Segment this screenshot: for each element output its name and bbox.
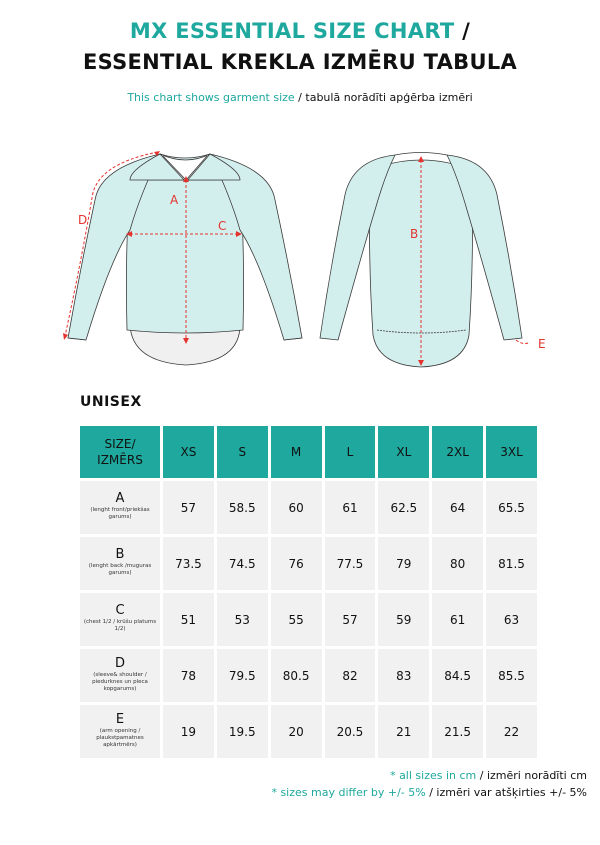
table-cell: 74.5 — [217, 537, 268, 590]
header-l: L — [325, 426, 376, 478]
table-cell: 65.5 — [486, 481, 537, 534]
row-desc: (chest 1/2 / krūšu platums 1/2) — [83, 619, 157, 632]
table-row — [80, 481, 537, 534]
table-cell: 79 — [378, 537, 429, 590]
label-c: C — [218, 219, 227, 233]
table-cell: 58.5 — [217, 481, 268, 534]
row-letter: D — [114, 655, 125, 671]
shirt-front — [68, 154, 302, 365]
garment-diagram — [0, 140, 600, 380]
table-cell: 73.5 — [163, 537, 214, 590]
header-m: M — [271, 426, 322, 478]
table-cell: 79.5 — [217, 649, 268, 702]
row-letter: A — [115, 491, 125, 506]
note-star: * — [271, 786, 281, 799]
table-row — [80, 649, 537, 702]
shirt-back — [320, 153, 522, 368]
table-cell: 59 — [378, 593, 429, 646]
table-cell: 20.5 — [325, 705, 376, 758]
row-head-e — [80, 705, 160, 758]
row-head-c — [80, 593, 160, 646]
table-cell: 60 — [271, 481, 322, 534]
table-cell: 21 — [378, 705, 429, 758]
table-cell: 55 — [271, 593, 322, 646]
label-a: A — [170, 193, 179, 207]
header-xl: XL — [378, 426, 429, 478]
table-cell: 84.5 — [432, 649, 483, 702]
row-desc: (lenght back /muguras garums) — [88, 563, 152, 576]
table-cell: 19.5 — [217, 705, 268, 758]
header-xs: XS — [163, 426, 214, 478]
note-tolerance — [271, 784, 587, 801]
row-letter: E — [115, 711, 125, 727]
row-head-a — [80, 481, 160, 534]
page-title-line1 — [0, 18, 600, 44]
table-cell: 61 — [432, 593, 483, 646]
table-cell: 64 — [432, 481, 483, 534]
row-desc: (arm opening / plaukstpamatnes apkārtmērs) — [96, 727, 144, 748]
table-cell: 77.5 — [325, 537, 376, 590]
note-units — [271, 767, 587, 784]
table-cell: 80.5 — [271, 649, 322, 702]
table-cell: 78 — [163, 649, 214, 702]
table-cell: 57 — [163, 481, 214, 534]
table-cell: 61 — [325, 481, 376, 534]
row-head-d — [80, 649, 160, 702]
row-letter: B — [115, 547, 125, 562]
table-cell: 76 — [271, 537, 322, 590]
row-letter: C — [115, 603, 125, 618]
note-units-lv: / izmēri norādīti cm — [476, 769, 587, 782]
label-b: B — [410, 227, 419, 241]
table-cell: 51 — [163, 593, 214, 646]
note-tolerance-lv: / izmēri var atšķirties +/- 5% — [425, 786, 587, 799]
table-cell: 85.5 — [486, 649, 537, 702]
section-label: UNISEX — [80, 394, 142, 410]
table-row — [80, 537, 537, 590]
note-units-en: all sizes in cm — [399, 769, 477, 782]
title-teal: MX ESSENTIAL SIZE CHART — [129, 19, 455, 43]
table-cell: 81.5 — [486, 537, 537, 590]
subtitle — [0, 91, 600, 105]
page-title-line2: ESSENTIAL KREKLA IZMĒRU TABULA — [82, 50, 518, 74]
table-cell: 57 — [325, 593, 376, 646]
row-desc: (sleeve& shoulder / piedurknes un pleca kopgarums) — [92, 671, 148, 692]
table-cell: 53 — [217, 593, 268, 646]
title-separator: / — [454, 19, 471, 43]
header-3xl: 3XL — [486, 426, 537, 478]
label-e: E — [538, 337, 546, 351]
row-desc: (lenght front/priekšas garums) — [90, 507, 150, 520]
note-star: * — [390, 769, 400, 782]
header-size — [80, 426, 160, 478]
table-cell: 20 — [271, 705, 322, 758]
header-size-lv: IZMĒRS — [97, 453, 143, 467]
table-cell: 21.5 — [432, 705, 483, 758]
size-table — [77, 423, 540, 761]
table-cell: 82 — [325, 649, 376, 702]
table-row — [80, 593, 537, 646]
table-cell: 63 — [486, 593, 537, 646]
label-d: D — [78, 213, 88, 227]
header-2xl: 2XL — [432, 426, 483, 478]
table-cell: 62.5 — [378, 481, 429, 534]
subtitle-en: This chart shows garment size — [127, 91, 295, 104]
note-tolerance-en: sizes may differ by +/- 5% — [280, 786, 426, 799]
row-head-b — [80, 537, 160, 590]
table-header-row — [80, 426, 537, 478]
header-size-en: SIZE/ — [104, 437, 136, 451]
subtitle-lv: / tabulā norādīti apģērba izmēri — [294, 91, 473, 104]
table-cell: 83 — [378, 649, 429, 702]
table-cell: 80 — [432, 537, 483, 590]
table-row — [80, 705, 537, 758]
footnotes — [271, 767, 587, 801]
table-cell: 22 — [486, 705, 537, 758]
table-cell: 19 — [163, 705, 214, 758]
header-s: S — [217, 426, 268, 478]
